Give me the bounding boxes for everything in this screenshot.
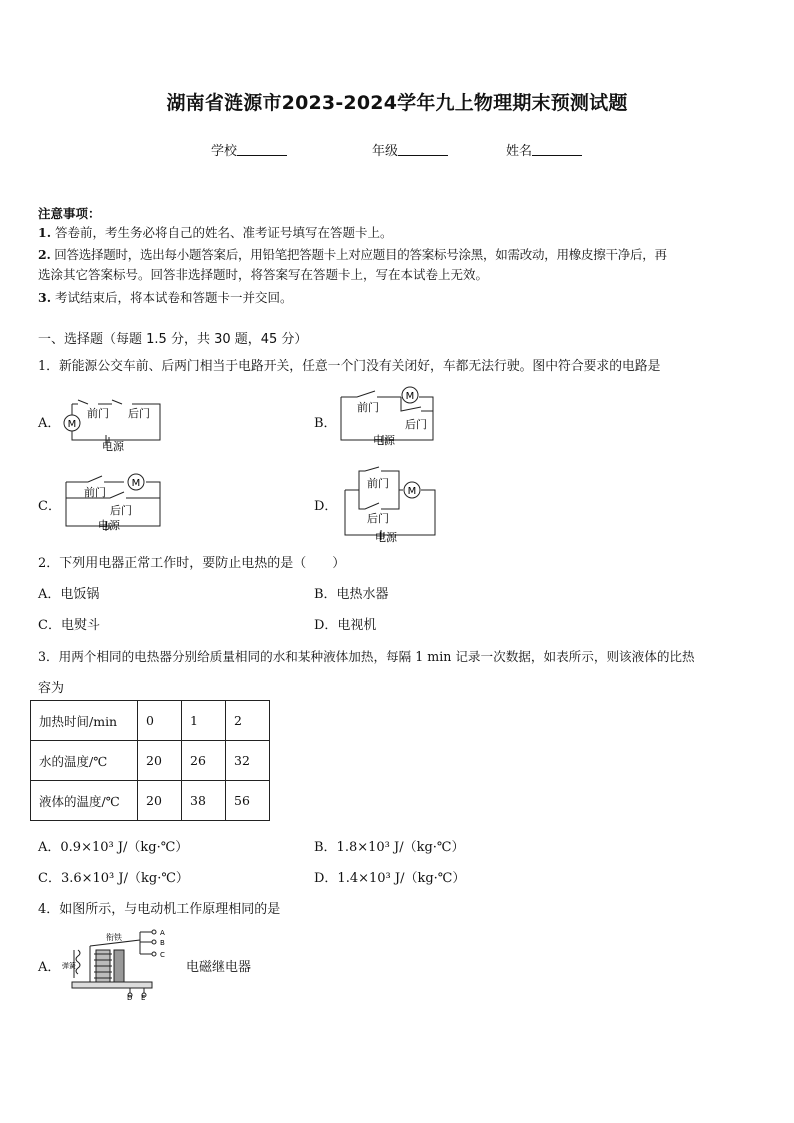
table-row-header: 加热时间/min bbox=[31, 701, 138, 741]
note-2-text: 回答选择题时，选出每小题答案后，用铅笔把答题卡上对应题目的答案标号涂黑，如需改动，用橡皮擦干净后，再 bbox=[54, 247, 667, 262]
table-cell: 38 bbox=[182, 781, 226, 821]
q1-circuit-b bbox=[335, 383, 445, 451]
table-cell: 26 bbox=[182, 741, 226, 781]
table-cell: 20 bbox=[138, 781, 182, 821]
q1-circuit-c bbox=[60, 470, 170, 534]
name-label: 姓名 bbox=[506, 144, 533, 159]
source-label: 电源 bbox=[98, 519, 120, 532]
q4-relay-figure bbox=[60, 928, 180, 1000]
back-door-label: 后门 bbox=[405, 418, 427, 431]
q1-stem: 1．新能源公交车前、后两门相当于电路开关，任意一个门没有关闭好，车都无法行驶。图中符合要求的电路是 bbox=[38, 359, 661, 374]
table-row bbox=[31, 701, 270, 741]
q3-option-c: C．3.6×10³ J/（kg·℃） bbox=[38, 871, 189, 886]
table-cell: 0 bbox=[138, 701, 182, 741]
source-label: 电源 bbox=[373, 434, 395, 447]
table-cell: 56 bbox=[226, 781, 270, 821]
note-2-num: 2. bbox=[38, 247, 51, 262]
page-title: 湖南省涟源市2023-2024学年九上物理期末预测试题 bbox=[166, 92, 628, 114]
name-field bbox=[506, 140, 582, 159]
q2-option-c: C．电熨斗 bbox=[38, 618, 100, 633]
q3-option-d: D．1.4×10³ J/（kg·℃） bbox=[314, 871, 466, 886]
grade-blank bbox=[398, 143, 448, 156]
note-3-text: 考试结束后，将本试卷和答题卡一并交回。 bbox=[55, 290, 293, 305]
note-3-num: 3. bbox=[38, 290, 52, 305]
school-field bbox=[211, 140, 287, 159]
note-1-num: 1. bbox=[38, 225, 52, 240]
name-blank bbox=[532, 143, 582, 156]
q2-stem: 2．下列用电器正常工作时，要防止电热的是（ ） bbox=[38, 556, 346, 571]
school-label: 学校 bbox=[211, 144, 238, 159]
note-3 bbox=[38, 288, 293, 306]
table-cell: 1 bbox=[182, 701, 226, 741]
source-label: 电源 bbox=[375, 531, 397, 543]
front-door-label: 前门 bbox=[87, 407, 109, 420]
table-row bbox=[31, 781, 270, 821]
table-row-header: 液体的温度/℃ bbox=[31, 781, 138, 821]
section-1-heading: 一、选择题（每题 1.5 分，共 30 题，45 分） bbox=[38, 332, 308, 347]
note-2-line-1 bbox=[38, 245, 667, 263]
terminal-c-label: C bbox=[160, 951, 165, 959]
table-row-header: 水的温度/℃ bbox=[31, 741, 138, 781]
q4-option-a-caption: 电磁继电器 bbox=[186, 960, 252, 975]
motor-label: M bbox=[407, 486, 417, 497]
q3-data-table bbox=[30, 700, 270, 821]
motor-label: M bbox=[131, 478, 141, 489]
table-cell: 32 bbox=[226, 741, 270, 781]
back-door-label: 后门 bbox=[128, 407, 150, 420]
note-1-text: 答卷前，考生务必将自己的姓名、准考证号填写在答题卡上。 bbox=[55, 225, 393, 240]
grade-field bbox=[372, 140, 448, 159]
q2-option-a: A．电饭锅 bbox=[38, 587, 100, 602]
back-door-label: 后门 bbox=[367, 512, 389, 525]
q1-option-b-label: B． bbox=[314, 416, 337, 431]
table-row bbox=[31, 741, 270, 781]
grade-label: 年级 bbox=[372, 144, 399, 159]
q1-circuit-a bbox=[60, 390, 170, 452]
q2-option-b: B．电热水器 bbox=[314, 587, 389, 602]
terminal-d-label: D bbox=[127, 994, 133, 1000]
terminal-b-label: B bbox=[160, 939, 165, 947]
motor-label: M bbox=[67, 419, 77, 430]
q1-option-a-label: A． bbox=[38, 416, 61, 431]
front-door-label: 前门 bbox=[357, 401, 379, 414]
back-door-label: 后门 bbox=[110, 504, 132, 517]
q2-option-d: D．电视机 bbox=[314, 618, 377, 633]
q3-option-b: B．1.8×10³ J/（kg·℃） bbox=[314, 840, 465, 855]
q3-stem-line-1: 3．用两个相同的电热器分别给质量相同的水和某种液体加热，每隔 1 min 记录一次数据，如表所示，则该液体的比热 bbox=[38, 649, 695, 664]
school-blank bbox=[237, 143, 287, 156]
armature-label: 衔铁 bbox=[106, 933, 122, 942]
q3-option-a: A．0.9×10³ J/（kg·℃） bbox=[38, 840, 189, 855]
q1-circuit-d bbox=[335, 465, 445, 543]
source-label: 电源 bbox=[102, 440, 124, 452]
terminal-a-label: A bbox=[160, 929, 165, 937]
motor-label: M bbox=[405, 391, 415, 402]
notes-heading: 注意事项： bbox=[38, 206, 101, 221]
q1-option-c-label: C． bbox=[38, 499, 61, 514]
front-door-label: 前门 bbox=[367, 477, 389, 490]
note-1 bbox=[38, 223, 393, 241]
q4-option-a-label: A． bbox=[38, 960, 61, 975]
table-cell: 20 bbox=[138, 741, 182, 781]
front-door-label: 前门 bbox=[84, 486, 106, 499]
q1-option-d-label: D． bbox=[314, 499, 338, 514]
note-2-line-2: 选涂其它答案标号。回答非选择题时，将答案写在答题卡上，写在本试卷上无效。 bbox=[38, 267, 489, 282]
q3-stem-line-2: 容为 bbox=[38, 681, 65, 696]
table-cell: 2 bbox=[226, 701, 270, 741]
terminal-e-label: E bbox=[141, 994, 146, 1000]
q4-stem: 4．如图所示，与电动机工作原理相同的是 bbox=[38, 902, 281, 917]
spring-label: 弹簧 bbox=[62, 962, 76, 970]
